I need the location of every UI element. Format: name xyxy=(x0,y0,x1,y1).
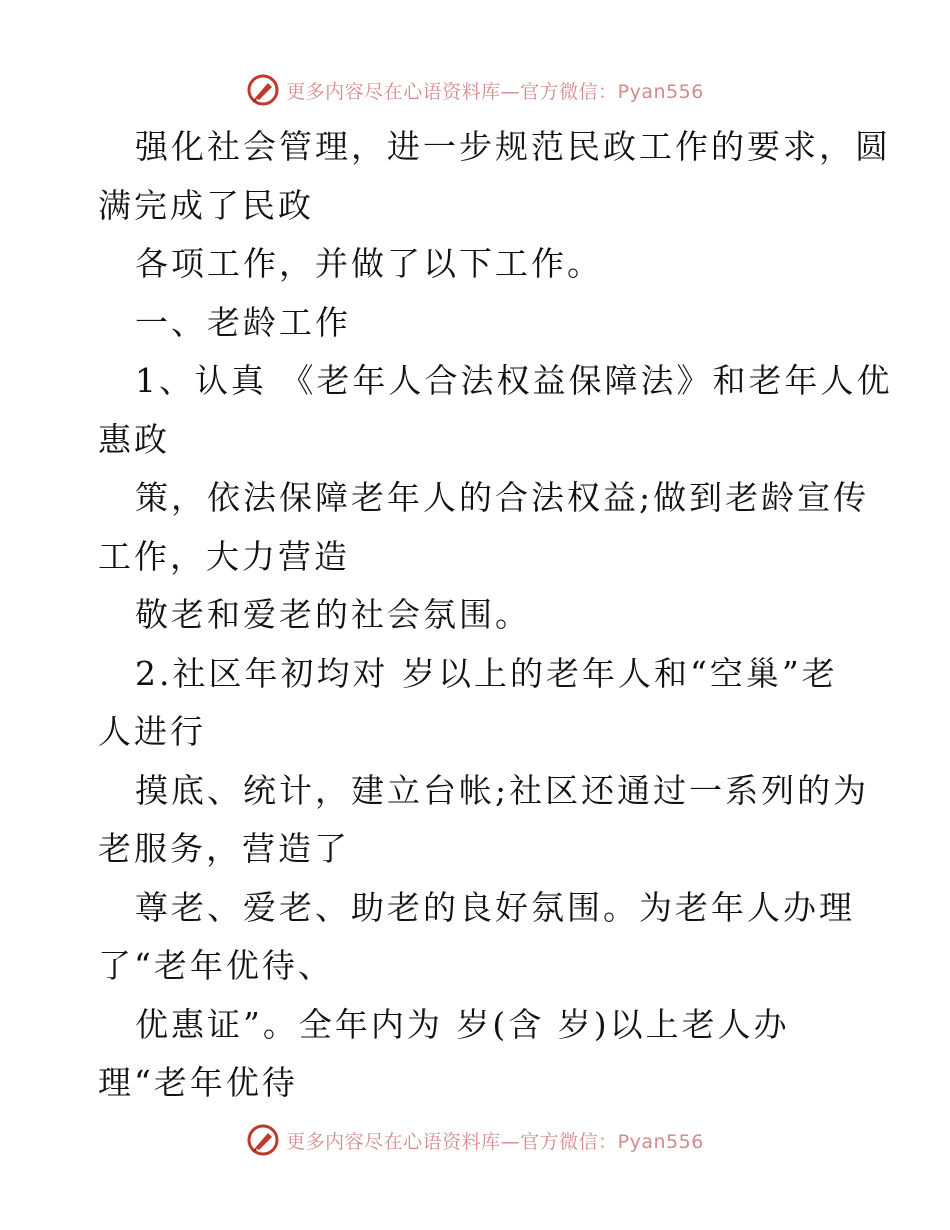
text-line: 人进行 xyxy=(98,712,206,751)
watermark-header xyxy=(0,70,950,110)
text-line: 了“老年优待、 xyxy=(98,946,334,985)
text-line: 摸底、统计，建立台帐;社区还通过一系列的为 xyxy=(135,770,870,810)
text-line: 惠政 xyxy=(98,419,170,459)
watermark-footer xyxy=(0,1120,950,1160)
text-line: 满完成了民政 xyxy=(98,185,314,225)
quill-seal-icon xyxy=(246,1123,280,1157)
text-line: 强化社会管理，进一步规范民政工作的要求，圆 xyxy=(135,127,891,166)
text-line: 2.社区年初均对 岁以上的老年人和“空巢”老 xyxy=(135,653,838,693)
text-line: 1、认真 《老年人合法权益保障法》和老年人优 xyxy=(135,361,893,400)
text-line: 优惠证”。全年内为 岁(含 岁)以上老人办 xyxy=(135,1004,790,1044)
text-line: 策，依法保障老年人的合法权益;做到老龄宣传 xyxy=(135,478,870,517)
text-line: 理“老年优待 xyxy=(98,1063,298,1102)
quill-seal-icon xyxy=(246,73,280,107)
text-line: 尊老、爱老、助老的良好氛围。为老年人办理 xyxy=(135,887,855,927)
document-body xyxy=(98,118,893,1113)
watermark-text: 更多内容尽在心语资料库—官方微信：Pyan556 xyxy=(286,80,704,103)
text-line: 老服务，营造了 xyxy=(98,829,350,868)
text-line: 各项工作，并做了以下工作。 xyxy=(135,244,603,283)
text-line: 敬老和爱老的社会氛围。 xyxy=(135,595,531,634)
watermark-text: 更多内容尽在心语资料库—官方微信：Pyan556 xyxy=(286,1130,704,1153)
text-line: 工作，大力营造 xyxy=(98,536,350,576)
text-line: 一、老龄工作 xyxy=(135,302,351,342)
